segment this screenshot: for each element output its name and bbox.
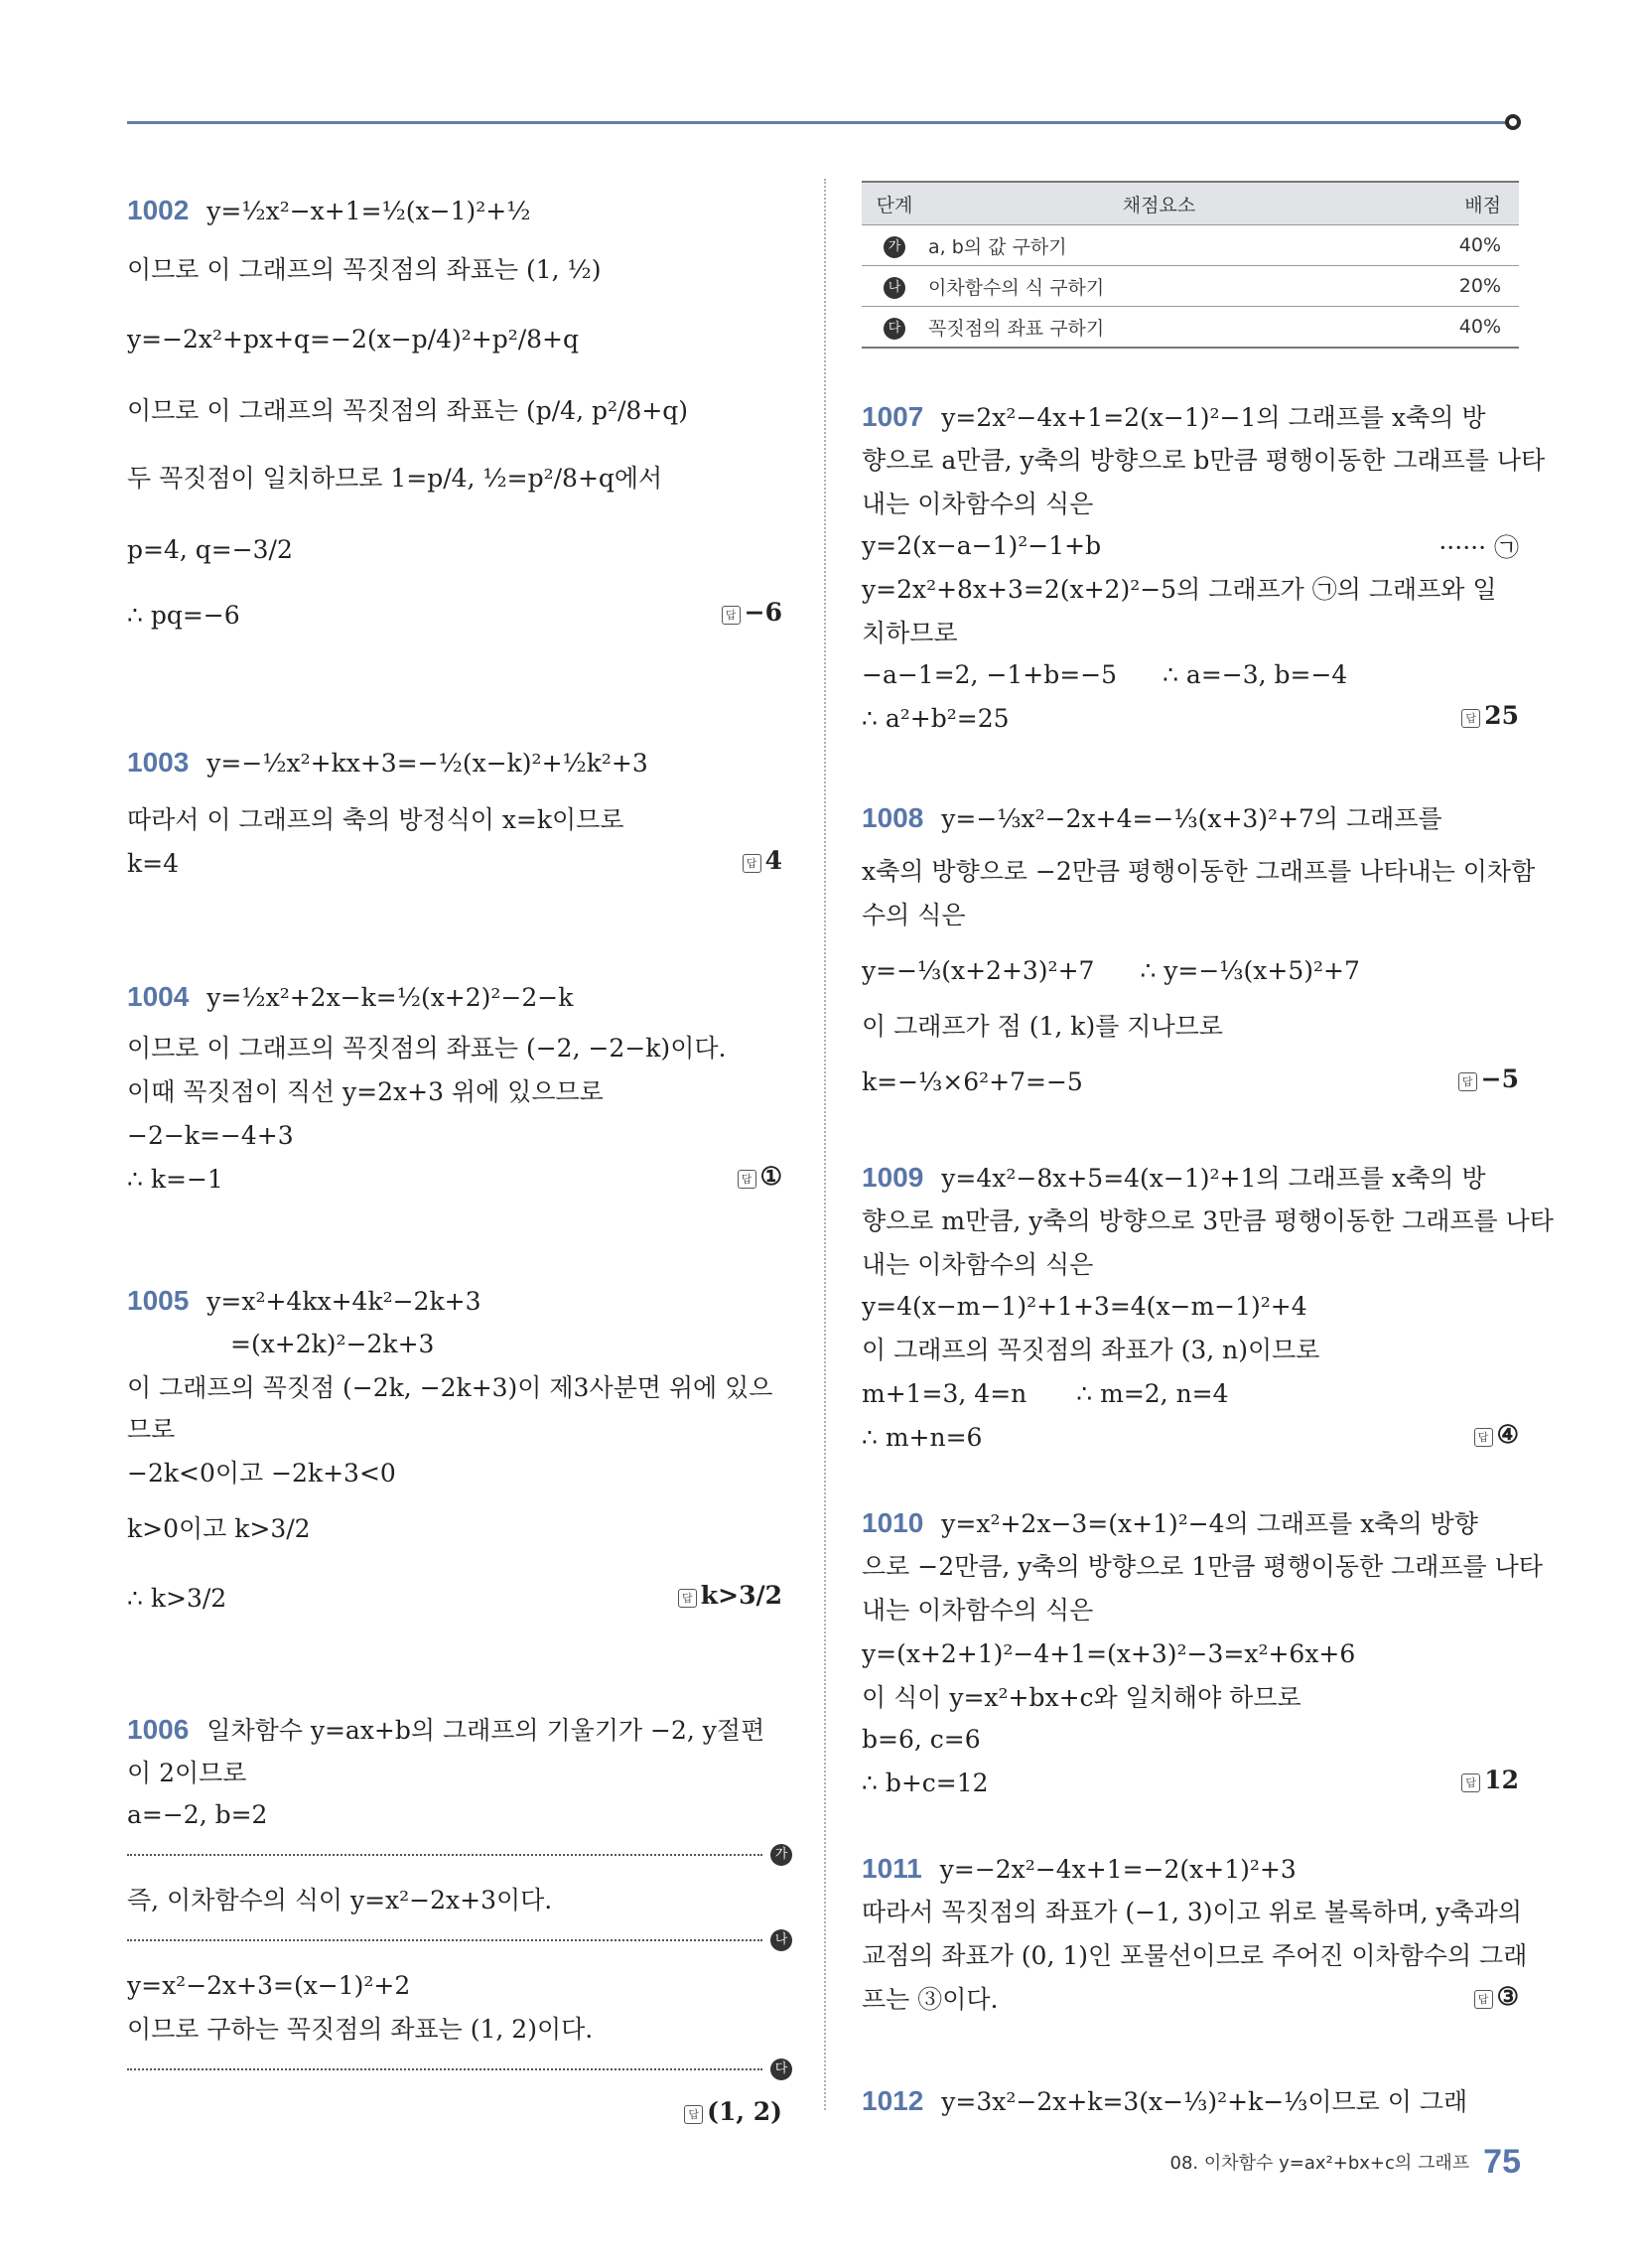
- answer-mark-icon: 답: [743, 854, 761, 873]
- problem-1007-line4: y=2(x−a−1)²−1+b: [862, 531, 1102, 560]
- problem-1002-line2: 이므로 이 그래프의 꼭짓점의 좌표는 (1, ½): [127, 255, 602, 284]
- problem-1003-line3: k=4: [127, 849, 180, 878]
- problem-1004-line4: −2−k=−4+3: [127, 1121, 294, 1150]
- problem-1010-line7: ∴ b+c=12: [862, 1769, 989, 1797]
- problem-1008-line5: 이 그래프가 점 (1, k)를 지나므로: [862, 1012, 1223, 1041]
- problem-1004-line2: 이므로 이 그래프의 꼭짓점의 좌표는 (−2, −2−k)이다.: [127, 1034, 727, 1063]
- answer-1002: 답 −6: [722, 598, 782, 627]
- problem-1010-line6: b=6, c=6: [862, 1725, 981, 1754]
- problem-number: 1011: [862, 1853, 922, 1884]
- step-marker-ga: 가: [884, 236, 905, 258]
- problem-1006-line4: 즉, 이차함수의 식이 y=x²−2x+3이다.: [127, 1886, 553, 1914]
- answer-1009: 답 ④: [1474, 1420, 1519, 1449]
- problem-number: 1003: [127, 747, 190, 778]
- problem-1005-line7: ∴ k>3/2: [127, 1584, 227, 1613]
- answer-mark-icon: 답: [1461, 709, 1480, 728]
- problem-number: 1004: [127, 981, 190, 1012]
- problem-1007-line6: 치하므로: [862, 619, 958, 647]
- equation-tag: ······ ㉠: [1438, 533, 1519, 562]
- problem-1005-line5: −2k<0이고 −2k+3<0: [127, 1459, 396, 1488]
- problem-1007-line8: ∴ a²+b²=25: [862, 704, 1010, 733]
- problem-number: 1012: [862, 2085, 924, 2116]
- step-separator: [127, 1854, 762, 1856]
- problem-1004-line5: ∴ k=−1: [127, 1165, 223, 1194]
- answer-1011: 답 ③: [1474, 1982, 1519, 2011]
- problem-1005-line2: =(x+2k)²−2k+3: [230, 1330, 435, 1358]
- row-item: 꼭짓점의 좌표 구하기: [927, 307, 1391, 349]
- problem-1009-line6: m+1=3, 4=n ∴ m=2, n=4: [862, 1379, 1229, 1408]
- problem-1010-line5: 이 식이 y=x²+bx+c와 일치해야 하므로: [862, 1683, 1301, 1712]
- page-footer: [1170, 2143, 1522, 2182]
- problem-1002-line5: 두 꼭짓점이 일치하므로 1=p/4, ½=p²/8+q에서: [127, 464, 663, 493]
- problem-1011-line3: 교점의 좌표가 (0, 1)인 포물선이므로 주어진 이차함수의 그래: [862, 1941, 1528, 1970]
- problem-1012-line1: 1012 y=3x²−2x+k=3(x−⅓)²+k−⅓이므로 이 그래: [862, 2085, 1468, 2116]
- answer-mark-icon: 답: [1461, 1773, 1480, 1792]
- answer-1006: 답 (1, 2): [684, 2097, 782, 2126]
- problem-1008-line1: 1008 y=−⅓x²−2x+4=−⅓(x+3)²+7의 그래프를: [862, 802, 1442, 833]
- problem-1007-line7: −a−1=2, −1+b=−5 ∴ a=−3, b=−4: [862, 660, 1348, 689]
- problem-1005-line4: 므로: [127, 1415, 176, 1444]
- problem-1006-line6: 이므로 구하는 꼭짓점의 좌표는 (1, 2)이다.: [127, 2015, 594, 2044]
- problem-1008-line3: 수의 식은: [862, 901, 966, 929]
- row-item: 이차함수의 식 구하기: [927, 266, 1391, 307]
- step-marker-da: 다: [884, 318, 905, 340]
- problem-1006-line1: 1006 일차함수 y=ax+b의 그래프의 기울기가 −2, y절편: [127, 1714, 765, 1745]
- step-separator: [127, 1939, 762, 1941]
- problem-1003-line1: 1003 y=−½x²+kx+3=−½(x−k)²+½k²+3: [127, 747, 648, 778]
- header-step: 단계: [862, 182, 927, 225]
- answer-1010: 답 12: [1461, 1766, 1519, 1794]
- problem-1007-line5: y=2x²+8x+3=2(x+2)²−5의 그래프가 ㉠의 그래프와 일: [862, 575, 1497, 604]
- problem-1011-line1: 1011 y=−2x²−4x+1=−2(x+1)²+3: [862, 1853, 1297, 1884]
- problem-1007-line2: 향으로 a만큼, y축의 방향으로 b만큼 평행이동한 그래프를 나타: [862, 446, 1546, 475]
- step-marker-na: 나: [770, 1929, 792, 1951]
- answer-1003: 답 4: [743, 846, 782, 875]
- problem-1010-line3: 내는 이차함수의 식은: [862, 1596, 1094, 1625]
- answer-1007: 답 25: [1461, 701, 1519, 730]
- page-number: 75: [1483, 2143, 1521, 2181]
- answer-mark-icon: 답: [1458, 1072, 1477, 1091]
- problem-1010-line1: 1010 y=x²+2x−3=(x+1)²−4의 그래프를 x축의 방향: [862, 1507, 1478, 1538]
- problem-1009-line2: 향으로 m만큼, y축의 방향으로 3만큼 평행이동한 그래프를 나타: [862, 1206, 1554, 1235]
- problem-1009-line5: 이 그래프의 꼭짓점의 좌표가 (3, n)이므로: [862, 1336, 1320, 1364]
- problem-1004-line1: 1004 y=½x²+2x−k=½(x+2)²−2−k: [127, 981, 574, 1012]
- problem-1002-line6: p=4, q=−3/2: [127, 535, 293, 564]
- answer-mark-icon: 답: [678, 1589, 697, 1608]
- problem-1010-line2: 으로 −2만큼, y축의 방향으로 1만큼 평행이동한 그래프를 나타: [862, 1552, 1543, 1581]
- problem-number: 1007: [862, 401, 924, 432]
- problem-1002-line4: 이므로 이 그래프의 꼭짓점의 좌표는 (p/4, p²/8+q): [127, 396, 689, 425]
- problem-1006-line2: 이 2이므로: [127, 1759, 247, 1787]
- answer-mark-icon: 답: [1474, 1428, 1493, 1447]
- problem-1002-line3: y=−2x²+px+q=−2(x−p/4)²+p²/8+q: [127, 325, 580, 354]
- table-row: [862, 307, 1519, 349]
- step-marker-ga: 가: [770, 1844, 792, 1866]
- header-rule: [127, 121, 1515, 124]
- problem-1006-line3: a=−2, b=2: [127, 1800, 268, 1829]
- answer-1004: 답 ①: [738, 1162, 782, 1191]
- problem-number: 1002: [127, 195, 190, 225]
- problem-number: 1008: [862, 802, 924, 833]
- problem-1008-line2: x축의 방향으로 −2만큼 평행이동한 그래프를 나타내는 이차함: [862, 857, 1536, 886]
- problem-1011-line4: 프는 ③이다.: [862, 1985, 999, 2014]
- answer-1008: 답 −5: [1458, 1064, 1519, 1093]
- problem-1005-line3: 이 그래프의 꼭짓점 (−2k, −2k+3)이 제3사분면 위에 있으: [127, 1373, 773, 1402]
- problem-1002-line7: ∴ pq=−6: [127, 601, 240, 630]
- problem-1005-line6: k>0이고 k>3/2: [127, 1514, 311, 1543]
- header-score: 배점: [1391, 182, 1519, 225]
- answer-mark-icon: 답: [1474, 1990, 1493, 2009]
- header-item: 채점요소: [927, 182, 1391, 225]
- problem-1010-line4: y=(x+2+1)²−4+1=(x+3)²−3=x²+6x+6: [862, 1639, 1356, 1668]
- problem-1006-line5: y=x²−2x+3=(x−1)²+2: [127, 1971, 411, 2000]
- problem-1009-line3: 내는 이차함수의 식은: [862, 1250, 1094, 1279]
- problem-1007-line3: 내는 이차함수의 식은: [862, 490, 1094, 518]
- answer-mark-icon: 답: [738, 1170, 756, 1189]
- table-row: [862, 266, 1519, 307]
- problem-1005-line1: 1005 y=x²+4kx+4k²−2k+3: [127, 1285, 481, 1316]
- column-divider: [824, 179, 826, 2110]
- problem-1004-line3: 이때 꼭짓점이 직선 y=2x+3 위에 있으므로: [127, 1077, 604, 1106]
- footer-chapter-title: 08. 이차함수 y=ax²+bx+c의 그래프: [1169, 2153, 1470, 2174]
- row-item: a, b의 값 구하기: [927, 225, 1391, 266]
- problem-1009-line7: ∴ m+n=6: [862, 1423, 983, 1452]
- scoring-table-header: [862, 182, 1519, 225]
- problem-1008-line4: y=−⅓(x+2+3)²+7 ∴ y=−⅓(x+5)²+7: [862, 956, 1360, 985]
- problem-1009-line1: 1009 y=4x²−8x+5=4(x−1)²+1의 그래프를 x축의 방: [862, 1162, 1486, 1193]
- answer-mark-icon: 답: [684, 2105, 703, 2124]
- header-rule-dot: [1505, 114, 1521, 130]
- problem-1002-line1: 1002 y=½x²−x+1=½(x−1)²+½: [127, 195, 531, 225]
- problem-number: 1010: [862, 1507, 924, 1538]
- row-score: 20%: [1391, 266, 1519, 307]
- problem-1011-line2: 따라서 꼭짓점의 좌표가 (−1, 3)이고 위로 볼록하며, y축과의: [862, 1898, 1523, 1926]
- problem-1009-line4: y=4(x−m−1)²+1+3=4(x−m−1)²+4: [862, 1292, 1307, 1321]
- step-separator: [127, 2068, 762, 2070]
- table-row: [862, 225, 1519, 266]
- problem-1008-line6: k=−⅓×6²+7=−5: [862, 1067, 1083, 1096]
- problem-1003-line2: 따라서 이 그래프의 축의 방정식이 x=k이므로: [127, 805, 624, 834]
- step-marker-na: 나: [884, 277, 905, 299]
- problem-number: 1006: [127, 1714, 190, 1745]
- problem-1007-line1: 1007 y=2x²−4x+1=2(x−1)²−1의 그래프를 x축의 방: [862, 401, 1486, 432]
- problem-number: 1005: [127, 1285, 190, 1316]
- answer-mark-icon: 답: [722, 606, 741, 625]
- row-score: 40%: [1391, 307, 1519, 349]
- step-marker-da: 다: [770, 2058, 792, 2080]
- answer-1005: 답 k>3/2: [678, 1581, 782, 1610]
- scoring-table: [862, 181, 1519, 349]
- problem-number: 1009: [862, 1162, 924, 1193]
- row-score: 40%: [1391, 225, 1519, 266]
